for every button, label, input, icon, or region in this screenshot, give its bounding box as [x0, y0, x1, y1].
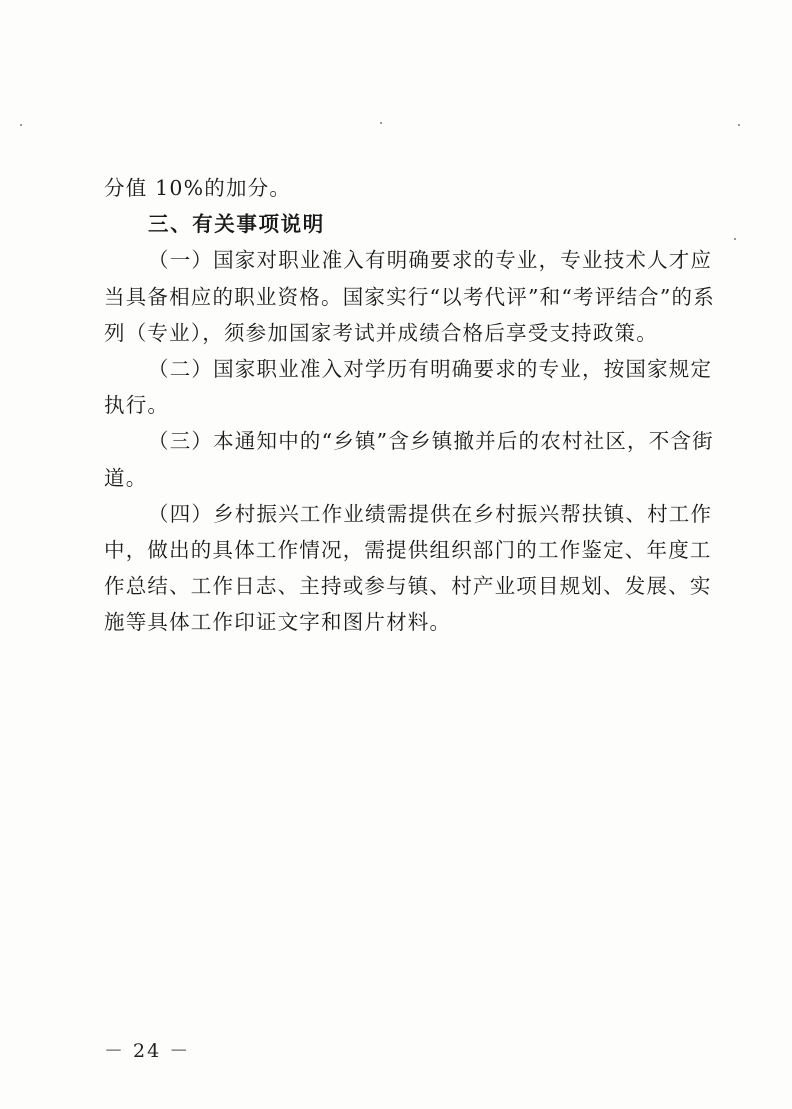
paragraph-3-line-1: （三）本通知中的“乡镇”含乡镇撤并后的农村社区，不含街	[148, 429, 714, 454]
scan-speck	[734, 238, 736, 240]
paragraph-3-line-2: 道。	[104, 465, 148, 490]
paragraph-1-line-2: 当具备相应的职业资格。国家实行“以考代评”和“考评结合”的系	[104, 284, 715, 309]
paragraph-2-line-1: （二）国家职业准入对学历有明确要求的专业，按国家规定	[148, 357, 713, 382]
scan-speck	[380, 122, 382, 124]
section-heading: 三、有关事项说明	[148, 212, 325, 237]
page-number: － 24 －	[104, 1040, 191, 1062]
paragraph-1-line-3: 列（专业），须参加国家考试并成绩合格后享受支持政策。	[104, 320, 658, 345]
document-body	[104, 170, 715, 641]
paragraph-2-line-2: 执行。	[104, 393, 170, 418]
paragraph-continuation: 分值 10%的加分。	[104, 176, 292, 200]
scan-speck	[20, 124, 22, 126]
paragraph-4-line-3: 作总结、工作日志、主持或参与镇、村产业项目规划、发展、实	[104, 574, 712, 599]
scan-speck	[738, 124, 740, 126]
paragraph-4-line-4: 施等具体工作印证文字和图片材料。	[104, 610, 452, 635]
paragraph-4-line-2: 中，做出的具体工作情况，需提供组织部门的工作鉴定、年度工	[104, 538, 712, 563]
paragraph-1-line-1: （一）国家对职业准入有明确要求的专业，专业技术人才应	[148, 248, 713, 273]
paragraph-4-line-1: （四）乡村振兴工作业绩需提供在乡村振兴帮扶镇、村工作	[148, 501, 713, 526]
